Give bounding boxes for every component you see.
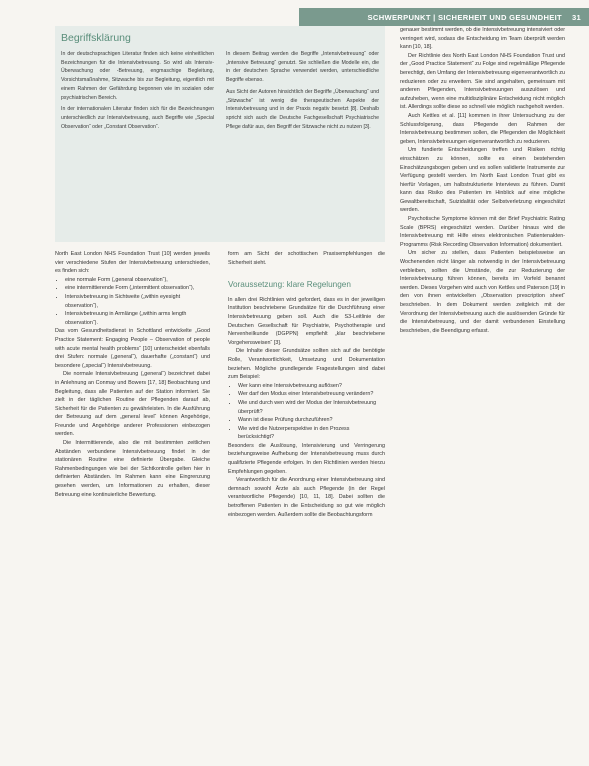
box-paragraph: Aus Sicht der Autoren hinsichtlich der Begriffe „Überwachung“ und „Sitzwache“ ist wenig die therapeutischen Aspekte der Intensivbetreuung und in der Praxis negativ besetzt [8]. Deshalb spricht sich auch die Deutsche Fachgesellschaft Psychiatrische Pflege dafür aus, den Begriff der Sitzwache nicht zu nutzen [3]. [226,88,379,130]
questions-list [228,382,385,442]
paragraph: Um sicher zu stellen, dass Patienten beispielsweise an Wochenenden nicht länger als notwendig in der Intensivbetreuung verbleiben, sollten die Umstände, die zur Reduzierung der Intensivbetreuung führen können, bereits im Vorfeld benannt werden. Dieses Vorgehen wird auch von Kettles und Paterson [19] in den von ihnen entwickelten „Observation prescription sheet“ beschrieben. In dem Dokument werden zeitgleich mit der Verordnung der Intensivbetreuung auch die auslösenden Gründe für die Intensivbetreuung, und der damit verbundenen Einstellung beschrieben, die Beendigung erfasst. [400,250,565,334]
section-header-bar [299,8,589,26]
definition-box [55,26,385,242]
box-left-column [61,50,214,134]
paragraph: North East London NHS Foundation Trust [10] werden jeweils vier verschiedene Stufen der Intensivbetreuung unterschieden, es finden sich: [55,251,210,275]
box-paragraph: In der internationalen Literatur finden sich für die Bezeichnungen unterschiedlich zur Intensivbetreuung, auch Begriffe wie „Special Observation“ oder „Constant Observation“. [61,106,214,130]
paragraph: Verantwortlich für die Anordnung einer Intensivbetreuung sind demnach sowohl Ärzte als auch Pflegende (in der Regel verantwortliche Pflegende) [10, 11, 18]. Dabei sollten die betroffenen Patienten in die Entscheidung so gut wie möglich einbezogen werden. Außerdem sollte die Beobachtungsform [228,477,385,518]
list-item: • Wie wird die Nutzerperspektive in den Prozess berücksichtigt? [238,425,385,442]
paragraph: Das vom Gesundheitsdienst in Schottland entwickelte „Good Practice Statement: Engaging People – Observation of people with acute mental health problems“ [10] unterscheidet ebenfalls drei Stufen: normale („general“), dauerhafte („constant“) und besondere („special“) Intensivbetreuung. [55,328,210,369]
body-column-3 [400,26,565,335]
list-item: • Wer darf den Modus einer Intensivbetreuung verändern? [238,390,385,399]
paragraph: Die Inhalte dieser Grundsätze sollten sich auf die benötigte Rolle, Verantwortlichkeit, Umsetzung und Dokumentation beziehen. Mögliche grundlegende Fragestellungen sind dabei zum Beispiel: [228,348,385,381]
paragraph: Die normale Intensivbetreuung („general“) bezeichnet dabei in Anlehnung an Conmay und Bowers [17, 18] Beobachtung und Begleitung, dass alle Patienten auf der Station informiert. Sie zielt in der täglichen Routine der Pflegenden darauf ab, Sicherheit für die Patienten zu gewährleisten. In die Ausführung der Betreuung auf dem „general level“ können Angehörige, Freunde und Angehörige anderer Professionen einbezogen werden. [55,371,210,438]
paragraph: Auch Kettles et al. [11] kommen in ihrer Untersuchung zu der Schlussfolgerung, dass Pflegende den Rahmen der Intensivbetreuung bestimmen sollen, die Pflegenden die Möglichkeit geben, Intensivbetreuungen eigenverantwortlich zu reduzieren. [400,112,565,145]
paragraph: Die Intermittierende, also die mit bestimmten zeitlichen Abständen verbundene Intensivbetreuung findet in der stationären Routine eine definierte Übergabe. Gleiche Rahmenbedingungen wie bei der Sichtkontrolle gelten hier in definierten Abständen. Im Rahmen kann eine Eingrenzung gesehen werden, um Informationen zu erhalten, dieser Betreuung eine kontinuierliche Bewertung. [55,440,210,498]
paragraph: form am Sicht der schottischen Praxisempfehlungen die Sicherheit sieht. [228,251,385,266]
paragraph: In allen drei Richtlinien wird gefordert, dass es in der jeweiligen Institution beschriebene Grundsätze für die Durchführung einer Intensivbetreuung geben soll. Auch die S3-Leitlinie der Deutschen Gesellschaft für Psychiatrie, Psychotherapie und Nervenheilkunde (DGPPN) empfiehlt „klar beschriebene Vorgehensweisen“ [3]. [228,296,385,346]
list-item: • eine normale Form („general observation“), [65,276,210,285]
paragraph: genauer bestimmt werden, ob die Intensivbetreuung intensiviert oder verringert wird, sodass die Entscheidung im Team überprüft werden kann [10, 18]. [400,27,565,51]
paragraph: Psychotische Symptome können mit der Brief Psychiatric Rating Scale (BPRS) eingeschätzt werden. Darüber hinaus wird die Intensivbetreuung mit Hilfe eines elektronischen Patientenakten-Programms (Risk Recording Observation Information) dokumentiert. [400,216,565,248]
observation-levels-list [55,276,210,328]
list-item: • Wer kann eine Intensivbetreuung auflösen? [238,382,385,391]
box-title: Begriffsklärung [61,32,131,44]
list-item: • Wann ist diese Prüfung durchzuführen? [238,416,385,425]
list-item: • Wie und durch wen wird der Modus der Intensivbetreuung überprüft? [238,399,385,416]
paragraph: Um fundierte Entscheidungen treffen und Risiken richtig einschätzen zu können, sollte es einen bestehenden Einschätzungsbogen geben und es sollen validierte Instrumente zur Verfügung gestellt werden. Im North East London Trust gibt es hierfür Vorlagen, um halbstrukturierte Interviews zu führen. Damit kann das Risiko des Patienten im Hinblick auf eine mögliche Gewaltbereitschaft, Suizidalität oder Selbstverletzung eingeschätzt werden. [400,147,565,214]
list-item: • Intensivbetreuung in Armlänge („within arms length observation“). [65,310,210,327]
section-title: SCHWERPUNKT | SICHERHEIT UND GESUNDHEIT [367,12,562,22]
box-paragraph: In der deutschsprachigen Literatur finden sich keine einheitlichen Bezeichnungen für die Intensivbetreuung. So wird als Intensiv-Überwachung oder -Betreuung, engmaschige Begleitung, Vorsichtsmaßnahme, Sitzwache bis zur Begleitung, eigentlich mit einem Rahmen der Gefährdung begonnen wie im sozialen oder psychiatrischen Bereich. [61,51,214,101]
section-heading: Voraussetzung: klare Regelungen [228,280,351,290]
box-paragraph: In diesem Beitrag werden die Begriffe „Intensivbetreuung“ oder „Intensive Betreuung“ genutzt. Sie schließen die Modelle ein, die in der deutschen Sprache verwendet werden, unterschiedliche Begriffe ebenso. [226,51,379,84]
body-column-2 [228,250,385,519]
page-number: 31 [571,12,581,22]
list-item: • Intensivbetreuung in Sichtweite („within eyesight observation“), [65,293,210,310]
paragraph: Der Richtlinie des North East London NHS Foundation Trust und der „Good Practice Statement“ zu Folge sind regelmäßige Pflegende berechtigt, den Umfang der Intensivbetreuung eigenverantwortlich zu reduzieren oder zu erweitern. Sie sind angehalten, gemeinsam mit anderen Pflegenden, Intensivbetreuungen auszulösen und aufzuheben, wenn eine multidisziplinäre Entscheidung nicht möglich ist. Allerdings sollte diese so schnell wie möglich nachgeholt werden. [400,52,565,111]
list-item: • eine intermittierende Form („intermittent observation“), [65,284,210,293]
body-column-1 [55,250,210,499]
paragraph: Besonders die Auslösung, Intensivierung und Verringerung beziehungsweise Aufhebung der Intensivbetreuung muss durch qualifizierte Pflegende erfolgen. In den Richtlinien werden hierzu Empfehlungen gegeben. [228,442,385,475]
box-right-column [226,50,379,134]
